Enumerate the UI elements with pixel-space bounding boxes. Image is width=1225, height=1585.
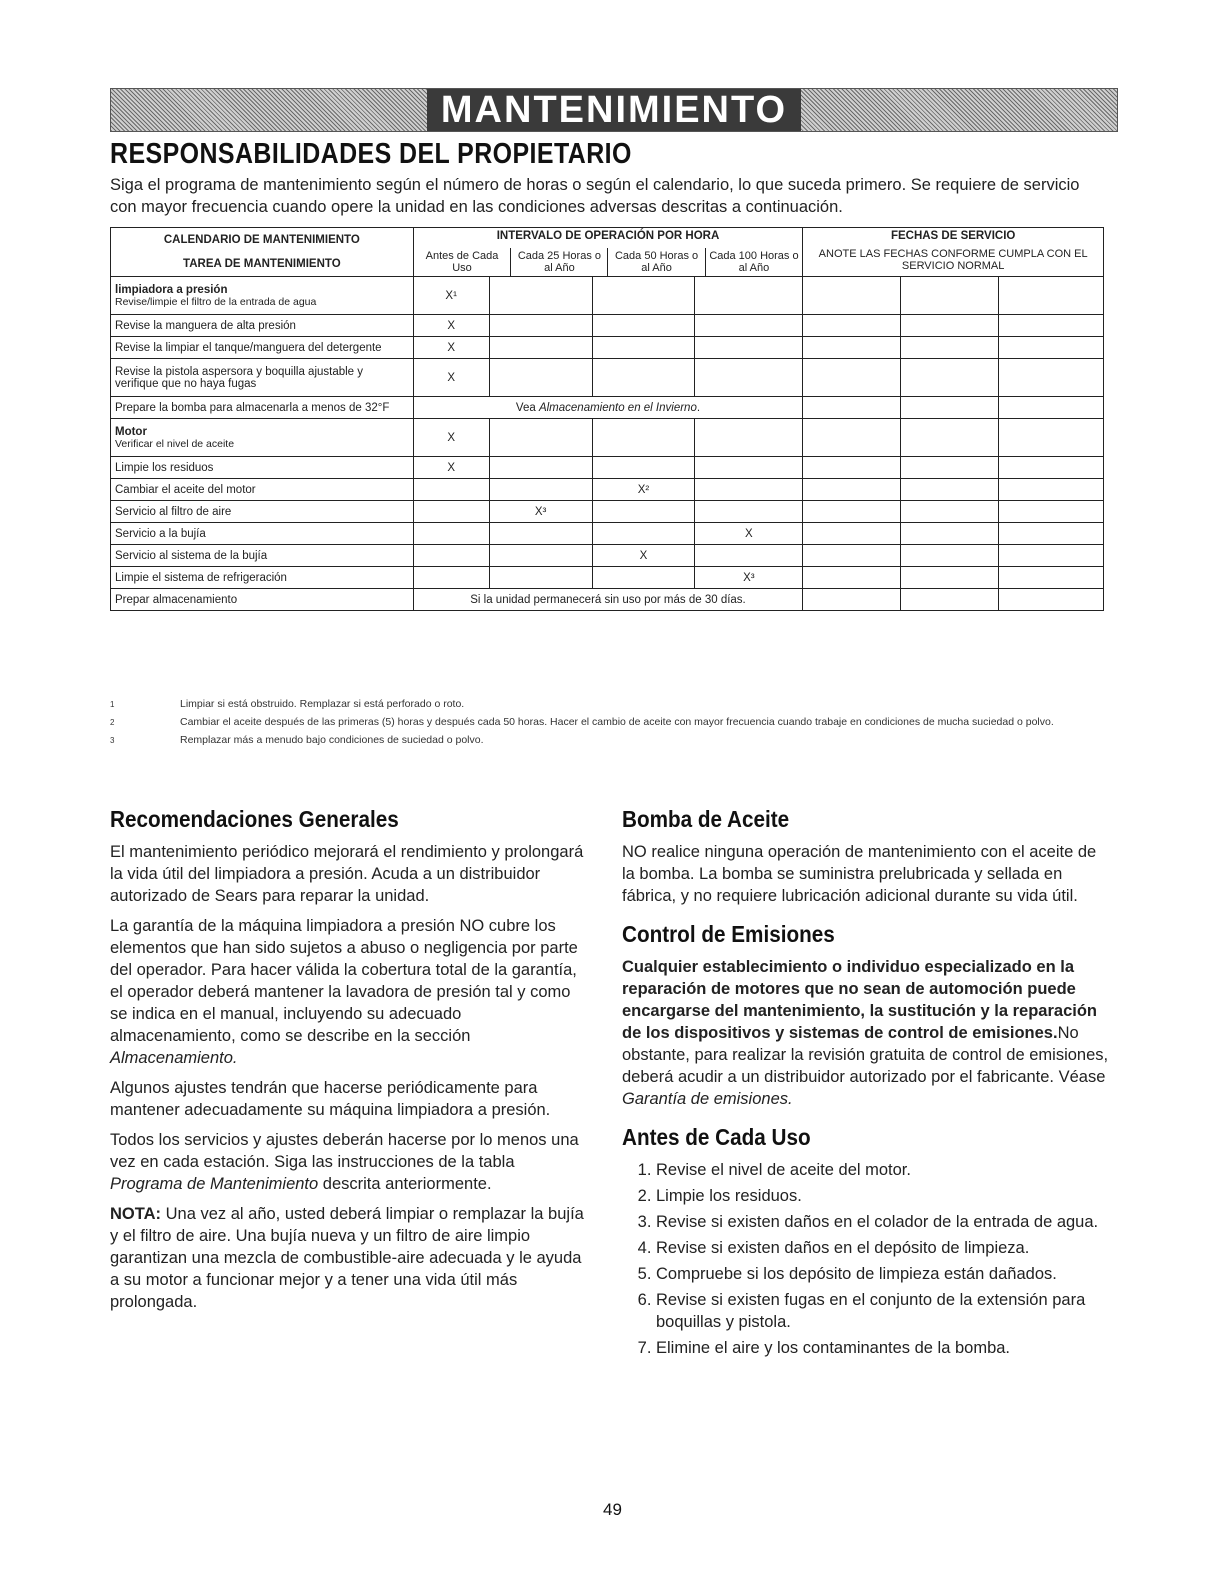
interval-header: Cada 50 Horas o al Año — [608, 248, 705, 276]
table-row — [111, 567, 1104, 589]
service-date-cell[interactable] — [803, 397, 901, 419]
interval-mark — [413, 479, 489, 501]
interval-mark — [489, 567, 592, 589]
interval-mark — [592, 523, 695, 545]
service-date-cell[interactable] — [803, 501, 901, 523]
service-date-cell[interactable] — [901, 479, 999, 501]
table-row — [111, 589, 1104, 611]
footnote-text: Cambiar el aceite después de las primeras (5) horas y después cada 50 horas. Hacer el cambio de aceite con mayor frecuencia cuando trabaje en condiciones de mucha suciedad o polvo. — [180, 716, 1054, 728]
header-task: CALENDARIO DE MANTENIMIENTO TAREA DE MANTENIMIENTO — [111, 228, 414, 277]
oil-pump-heading: Bomba de Aceite — [622, 806, 790, 832]
interval-note: Vea Almacenamiento en el Invierno. — [413, 397, 803, 419]
footnote-text: Remplazar más a menudo bajo condiciones de suciedad o polvo. — [180, 734, 484, 746]
interval-mark — [695, 479, 803, 501]
task-label: Verificar el nivel de aceite — [115, 437, 235, 450]
service-date-cell[interactable] — [803, 315, 901, 337]
step-item: 1. Revise el nivel de aceite del motor. — [656, 1159, 1112, 1181]
service-date-cell[interactable] — [999, 545, 1104, 567]
task-cell — [111, 457, 414, 479]
interval-note: Si la unidad permanecerá sin uso por más de 30 días. — [413, 589, 803, 611]
service-date-cell[interactable] — [803, 589, 901, 611]
service-date-cell[interactable] — [901, 545, 999, 567]
interval-mark: X³ — [695, 567, 803, 589]
interval-mark — [489, 277, 592, 315]
interval-mark — [489, 337, 592, 359]
task-cell — [111, 337, 414, 359]
note-paragraph: NOTA: Una vez al año, usted deberá limpiar o remplazar la bujía y el filtro de aire. Una bujía nueva y un filtro de aire limpio garantizan una mezcla de combustible-aire adecuada y le ayuda a su motor a funcionar mejor y a tener una vida útil más prolongada. — [110, 1205, 584, 1311]
service-date-cell[interactable] — [999, 315, 1104, 337]
task-group-title: limpiadora a presión — [115, 283, 228, 296]
service-date-cell[interactable] — [999, 501, 1104, 523]
task-cell — [111, 567, 414, 589]
paragraph: Algunos ajustes tendrán que hacerse periódicamente para mantener adecuadamente su máquina limpiadora a presión. — [110, 1079, 551, 1119]
paragraph: La garantía de la máquina limpiadora a presión NO cubre los elementos que han sido sujetos a abuso o negligencia por parte del operador. Para hacer válida la cobertura total de la garantía, el operador deberá mantener la lavadora de presión tal y como se indica en el manual, incluyendo su adecuado almacenamiento, como se describe en la sección Almacenamiento. — [110, 917, 578, 1067]
interval-mark — [592, 419, 695, 457]
service-date-cell[interactable] — [999, 337, 1104, 359]
service-date-cell[interactable] — [901, 337, 999, 359]
footnote-number: 1 — [110, 700, 115, 709]
page-heading: RESPONSABILIDADES DEL PROPIETARIO — [110, 138, 632, 170]
task-label: Limpie el sistema de refrigeración — [115, 571, 287, 584]
service-date-cell[interactable] — [999, 457, 1104, 479]
service-date-cell[interactable] — [901, 277, 999, 315]
service-date-cell[interactable] — [901, 315, 999, 337]
service-date-cell[interactable] — [999, 567, 1104, 589]
maintenance-schedule-table — [110, 227, 1104, 611]
task-label: Cambiar el aceite del motor — [115, 483, 256, 496]
intro-paragraph: Siga el programa de mantenimiento según el número de horas o según el calendario, lo que suceda primero. Se requiere de servicio con mayor frecuencia cuando opere la unidad en las condiciones adversas descritas a continuación. — [110, 176, 1080, 216]
interval-mark — [489, 545, 592, 567]
paragraph: Todos los servicios y ajustes deberán hacerse por lo menos una vez en cada estación. Siga las instrucciones de la tabla Programa de Mantenimiento descrita anteriormente. — [110, 1131, 579, 1193]
service-date-cell[interactable] — [803, 545, 901, 567]
table-row — [111, 397, 1104, 419]
interval-mark — [695, 359, 803, 397]
footnote — [110, 697, 1100, 712]
task-cell — [111, 523, 414, 545]
service-date-cell[interactable] — [999, 359, 1104, 397]
step-item: 5. Compruebe si los depósito de limpieza están dañados. — [656, 1263, 1112, 1285]
interval-header: Antes de Cada Uso — [425, 250, 499, 274]
task-cell — [111, 589, 414, 611]
task-cell — [111, 501, 414, 523]
table-row — [111, 545, 1104, 567]
recommendations-heading: Recomendaciones Generales — [110, 806, 399, 832]
service-date-cell[interactable] — [901, 567, 999, 589]
interval-mark: X² — [592, 479, 695, 501]
step-item: 3. Revise si existen daños en el colador de la entrada de agua. — [656, 1211, 1112, 1233]
task-label: Revise la pistola aspersora y boquilla ajustable y verifique que no haya fugas — [115, 365, 364, 390]
page-number: 49 — [603, 1500, 622, 1519]
service-date-cell[interactable] — [999, 589, 1104, 611]
interval-mark: X³ — [489, 501, 592, 523]
interval-mark: X — [413, 337, 489, 359]
task-label: Servicio a la bujía — [115, 527, 206, 540]
interval-mark — [695, 337, 803, 359]
table-row — [111, 337, 1104, 359]
interval-mark — [413, 523, 489, 545]
task-cell — [111, 545, 414, 567]
footnote — [110, 733, 1100, 748]
interval-mark — [695, 545, 803, 567]
service-date-cell[interactable] — [901, 501, 999, 523]
table-row — [111, 359, 1104, 397]
interval-mark — [413, 501, 489, 523]
task-label: Servicio al sistema de la bujía — [115, 549, 268, 562]
task-label: Limpie los residuos — [115, 461, 214, 474]
paragraph: El mantenimiento periódico mejorará el rendimiento y prolongará la vida útil del limpiadora a presión. Acuda a un distribuidor autorizado de Sears para reparar la unidad. — [110, 843, 584, 905]
task-group-title: Motor — [115, 425, 147, 438]
footnote — [110, 715, 1100, 730]
section-banner — [110, 88, 1118, 132]
service-date-cell[interactable] — [901, 397, 999, 419]
table-row — [111, 523, 1104, 545]
before-each-use-heading: Antes de Cada Uso — [622, 1124, 811, 1150]
service-date-cell[interactable] — [901, 589, 999, 611]
table-row — [111, 277, 1104, 315]
interval-mark — [489, 523, 592, 545]
left-column — [110, 806, 590, 1321]
service-date-cell[interactable] — [803, 359, 901, 397]
interval-mark — [413, 567, 489, 589]
service-date-cell[interactable] — [999, 277, 1104, 315]
interval-mark — [592, 337, 695, 359]
interval-mark: X — [413, 359, 489, 397]
interval-mark — [489, 315, 592, 337]
service-date-cell[interactable] — [803, 277, 901, 315]
footnote-number: 3 — [110, 736, 115, 745]
interval-mark — [695, 277, 803, 315]
table-row — [111, 501, 1104, 523]
task-cell — [111, 479, 414, 501]
interval-mark: X — [592, 545, 695, 567]
interval-mark — [489, 359, 592, 397]
service-date-cell[interactable] — [803, 337, 901, 359]
service-date-cell[interactable] — [999, 523, 1104, 545]
task-label: Prepar almacenamiento — [115, 593, 238, 606]
emissions-heading: Control de Emisiones — [622, 921, 835, 947]
interval-mark — [489, 419, 592, 457]
interval-mark: X — [413, 419, 489, 457]
service-date-cell[interactable] — [999, 419, 1104, 457]
interval-mark — [695, 315, 803, 337]
task-label: Revise/limpie el filtro de la entrada de agua — [115, 295, 317, 308]
interval-mark: X — [413, 315, 489, 337]
paragraph: NO realice ninguna operación de mantenimiento con el aceite de la bomba. La bomba se suministra prelubricada y sellada en fábrica, y no requiere lubricación adicional durante su vida útil. — [622, 843, 1097, 905]
steps-list — [622, 1159, 1112, 1359]
interval-mark: X¹ — [413, 277, 489, 315]
table-row — [111, 419, 1104, 457]
table-row — [111, 457, 1104, 479]
task-label: Revise la limpiar el tanque/manguera del detergente — [115, 341, 382, 354]
right-column — [622, 806, 1112, 1363]
step-item: 2. Limpie los residuos. — [656, 1185, 1112, 1207]
service-date-cell[interactable] — [999, 397, 1104, 419]
service-date-cell[interactable] — [901, 419, 999, 457]
interval-mark — [592, 359, 695, 397]
footnote-text: Limpiar si está obstruido. Remplazar si está perforado o roto. — [180, 698, 465, 710]
interval-mark — [592, 567, 695, 589]
service-date-cell[interactable] — [803, 479, 901, 501]
interval-mark — [592, 457, 695, 479]
footnotes — [110, 697, 1100, 751]
table-row — [111, 315, 1104, 337]
paragraph: Cualquier establecimiento o individuo especializado en la reparación de motores que no sean de automoción puede encargarse del mantenimiento, la sustitución y la reparación de los dispositivos y sistemas de control de emisiones.No obstante, para realizar la revisión gratuita de control de emisiones, deberá acudir a un distribuidor autorizado por el fabricante. Véase Garantía de emisiones. — [622, 958, 1109, 1108]
interval-mark: X — [413, 457, 489, 479]
interval-mark — [695, 419, 803, 457]
task-cell — [111, 315, 414, 337]
interval-mark — [489, 479, 592, 501]
service-date-cell[interactable] — [803, 457, 901, 479]
footnote-number: 2 — [110, 718, 115, 727]
step-item: 7. Elimine el aire y los contaminantes de la bomba. — [656, 1337, 1112, 1359]
task-cell — [111, 359, 414, 397]
table-row — [111, 479, 1104, 501]
interval-mark — [592, 315, 695, 337]
header-dates: FECHAS DE SERVICIO ANOTE LAS FECHAS CONFORME CUMPLA CON EL SERVICIO NORMAL — [803, 228, 1104, 277]
service-date-cell[interactable] — [901, 523, 999, 545]
interval-mark — [695, 501, 803, 523]
service-date-cell[interactable] — [803, 419, 901, 457]
interval-mark — [695, 457, 803, 479]
interval-header: Cada 100 Horas o al Año — [705, 248, 802, 276]
interval-mark: X — [695, 523, 803, 545]
interval-mark — [413, 545, 489, 567]
task-label: Prepare la bomba para almacenarla a menos de 32°F — [115, 401, 390, 414]
interval-mark — [592, 277, 695, 315]
service-date-cell[interactable] — [803, 567, 901, 589]
step-item: 4. Revise si existen daños en el depósito de limpieza. — [656, 1237, 1112, 1259]
task-cell — [111, 419, 414, 457]
service-date-cell[interactable] — [901, 457, 999, 479]
task-cell — [111, 277, 414, 315]
task-cell — [111, 397, 414, 419]
task-label: Servicio al filtro de aire — [115, 505, 232, 518]
task-label: Revise la manguera de alta presión — [115, 319, 296, 332]
interval-header: Cada 25 Horas o al Año — [511, 248, 608, 276]
service-date-cell[interactable] — [999, 479, 1104, 501]
interval-mark — [592, 501, 695, 523]
step-item: 6. Revise si existen fugas en el conjunto de la extensión para boquillas y pistola. — [656, 1289, 1112, 1333]
header-interval: INTERVALO DE OPERACIÓN POR HORA Antes de Cada Uso Cada 25 Horas o al Año Cada 50 Horas o al Año Cada 100 Horas o al Año — [413, 228, 803, 277]
service-date-cell[interactable] — [901, 359, 999, 397]
interval-mark — [489, 457, 592, 479]
banner-title: MANTENIMIENTO — [427, 89, 801, 131]
service-date-cell[interactable] — [803, 523, 901, 545]
